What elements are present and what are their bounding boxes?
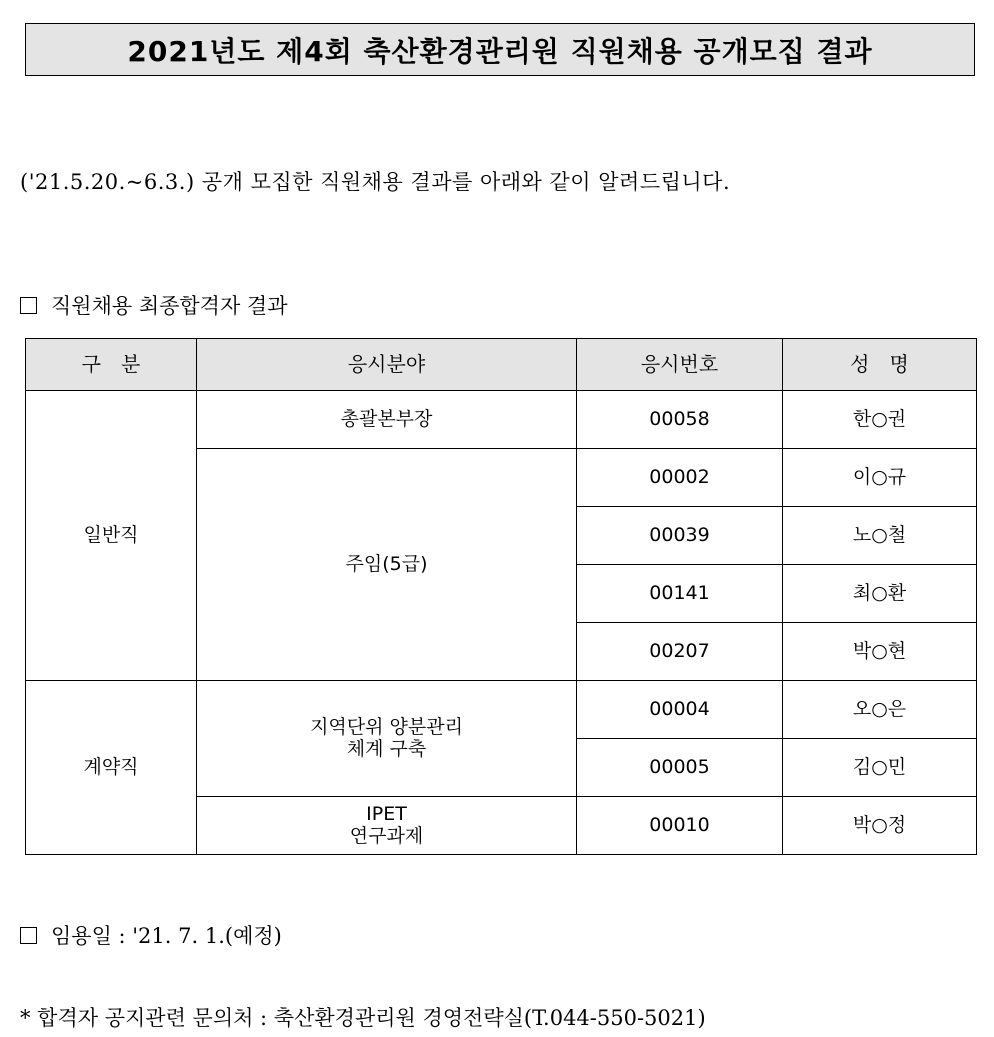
field-cell: IPET 연구과제 [197, 797, 577, 855]
applicant-number-cell: 00207 [577, 623, 783, 681]
section-heading-label: 직원채용 최종합격자 결과 [51, 294, 288, 318]
applicant-name-cell: 최○환 [783, 565, 977, 623]
employment-date [20, 920, 282, 950]
applicant-number-cell: 00058 [577, 391, 783, 449]
applicant-name-cell: 이○규 [783, 449, 977, 507]
table-header-row [26, 339, 977, 391]
section-heading [20, 290, 288, 320]
applicant-number-cell: 00039 [577, 507, 783, 565]
applicant-name-cell: 박○현 [783, 623, 977, 681]
page-title: 2021년도 제4회 축산환경관리원 직원채용 공개모집 결과 [25, 23, 975, 76]
field-cell: 총괄본부장 [197, 391, 577, 449]
applicant-name-cell: 박○정 [783, 797, 977, 855]
header-category: 구 분 [26, 339, 197, 391]
applicant-number-cell: 00002 [577, 449, 783, 507]
header-number: 응시번호 [577, 339, 783, 391]
field-cell: 주임(5급) [197, 449, 577, 681]
applicant-number-cell: 00141 [577, 565, 783, 623]
checkbox-square-icon [20, 297, 37, 314]
employment-date-label: 임용일 : '21. 7. 1.(예정) [51, 924, 282, 948]
applicant-name-cell: 오○은 [783, 681, 977, 739]
intro-text: ('21.5.20.~6.3.) 공개 모집한 직원채용 결과를 아래와 같이 알려드립니다. [20, 170, 731, 194]
applicant-name-cell: 김○민 [783, 739, 977, 797]
applicant-number-cell: 00005 [577, 739, 783, 797]
applicant-name-cell: 노○철 [783, 507, 977, 565]
header-name: 성 명 [783, 339, 977, 391]
applicant-name-cell: 한○권 [783, 391, 977, 449]
applicant-number-cell: 00004 [577, 681, 783, 739]
checkbox-square-icon [20, 927, 37, 944]
table-row [26, 391, 977, 449]
category-cell: 일반직 [26, 391, 197, 681]
table-body [26, 391, 977, 855]
category-cell: 계약직 [26, 681, 197, 855]
field-cell: 지역단위 양분관리 체계 구축 [197, 681, 577, 797]
table-row [26, 681, 977, 739]
results-table [25, 338, 977, 855]
applicant-number-cell: 00010 [577, 797, 783, 855]
header-field: 응시분야 [197, 339, 577, 391]
contact-info: * 합격자 공지관련 문의처 : 축산환경관리원 경영전략실(T.044-550-5021) [20, 1006, 706, 1030]
